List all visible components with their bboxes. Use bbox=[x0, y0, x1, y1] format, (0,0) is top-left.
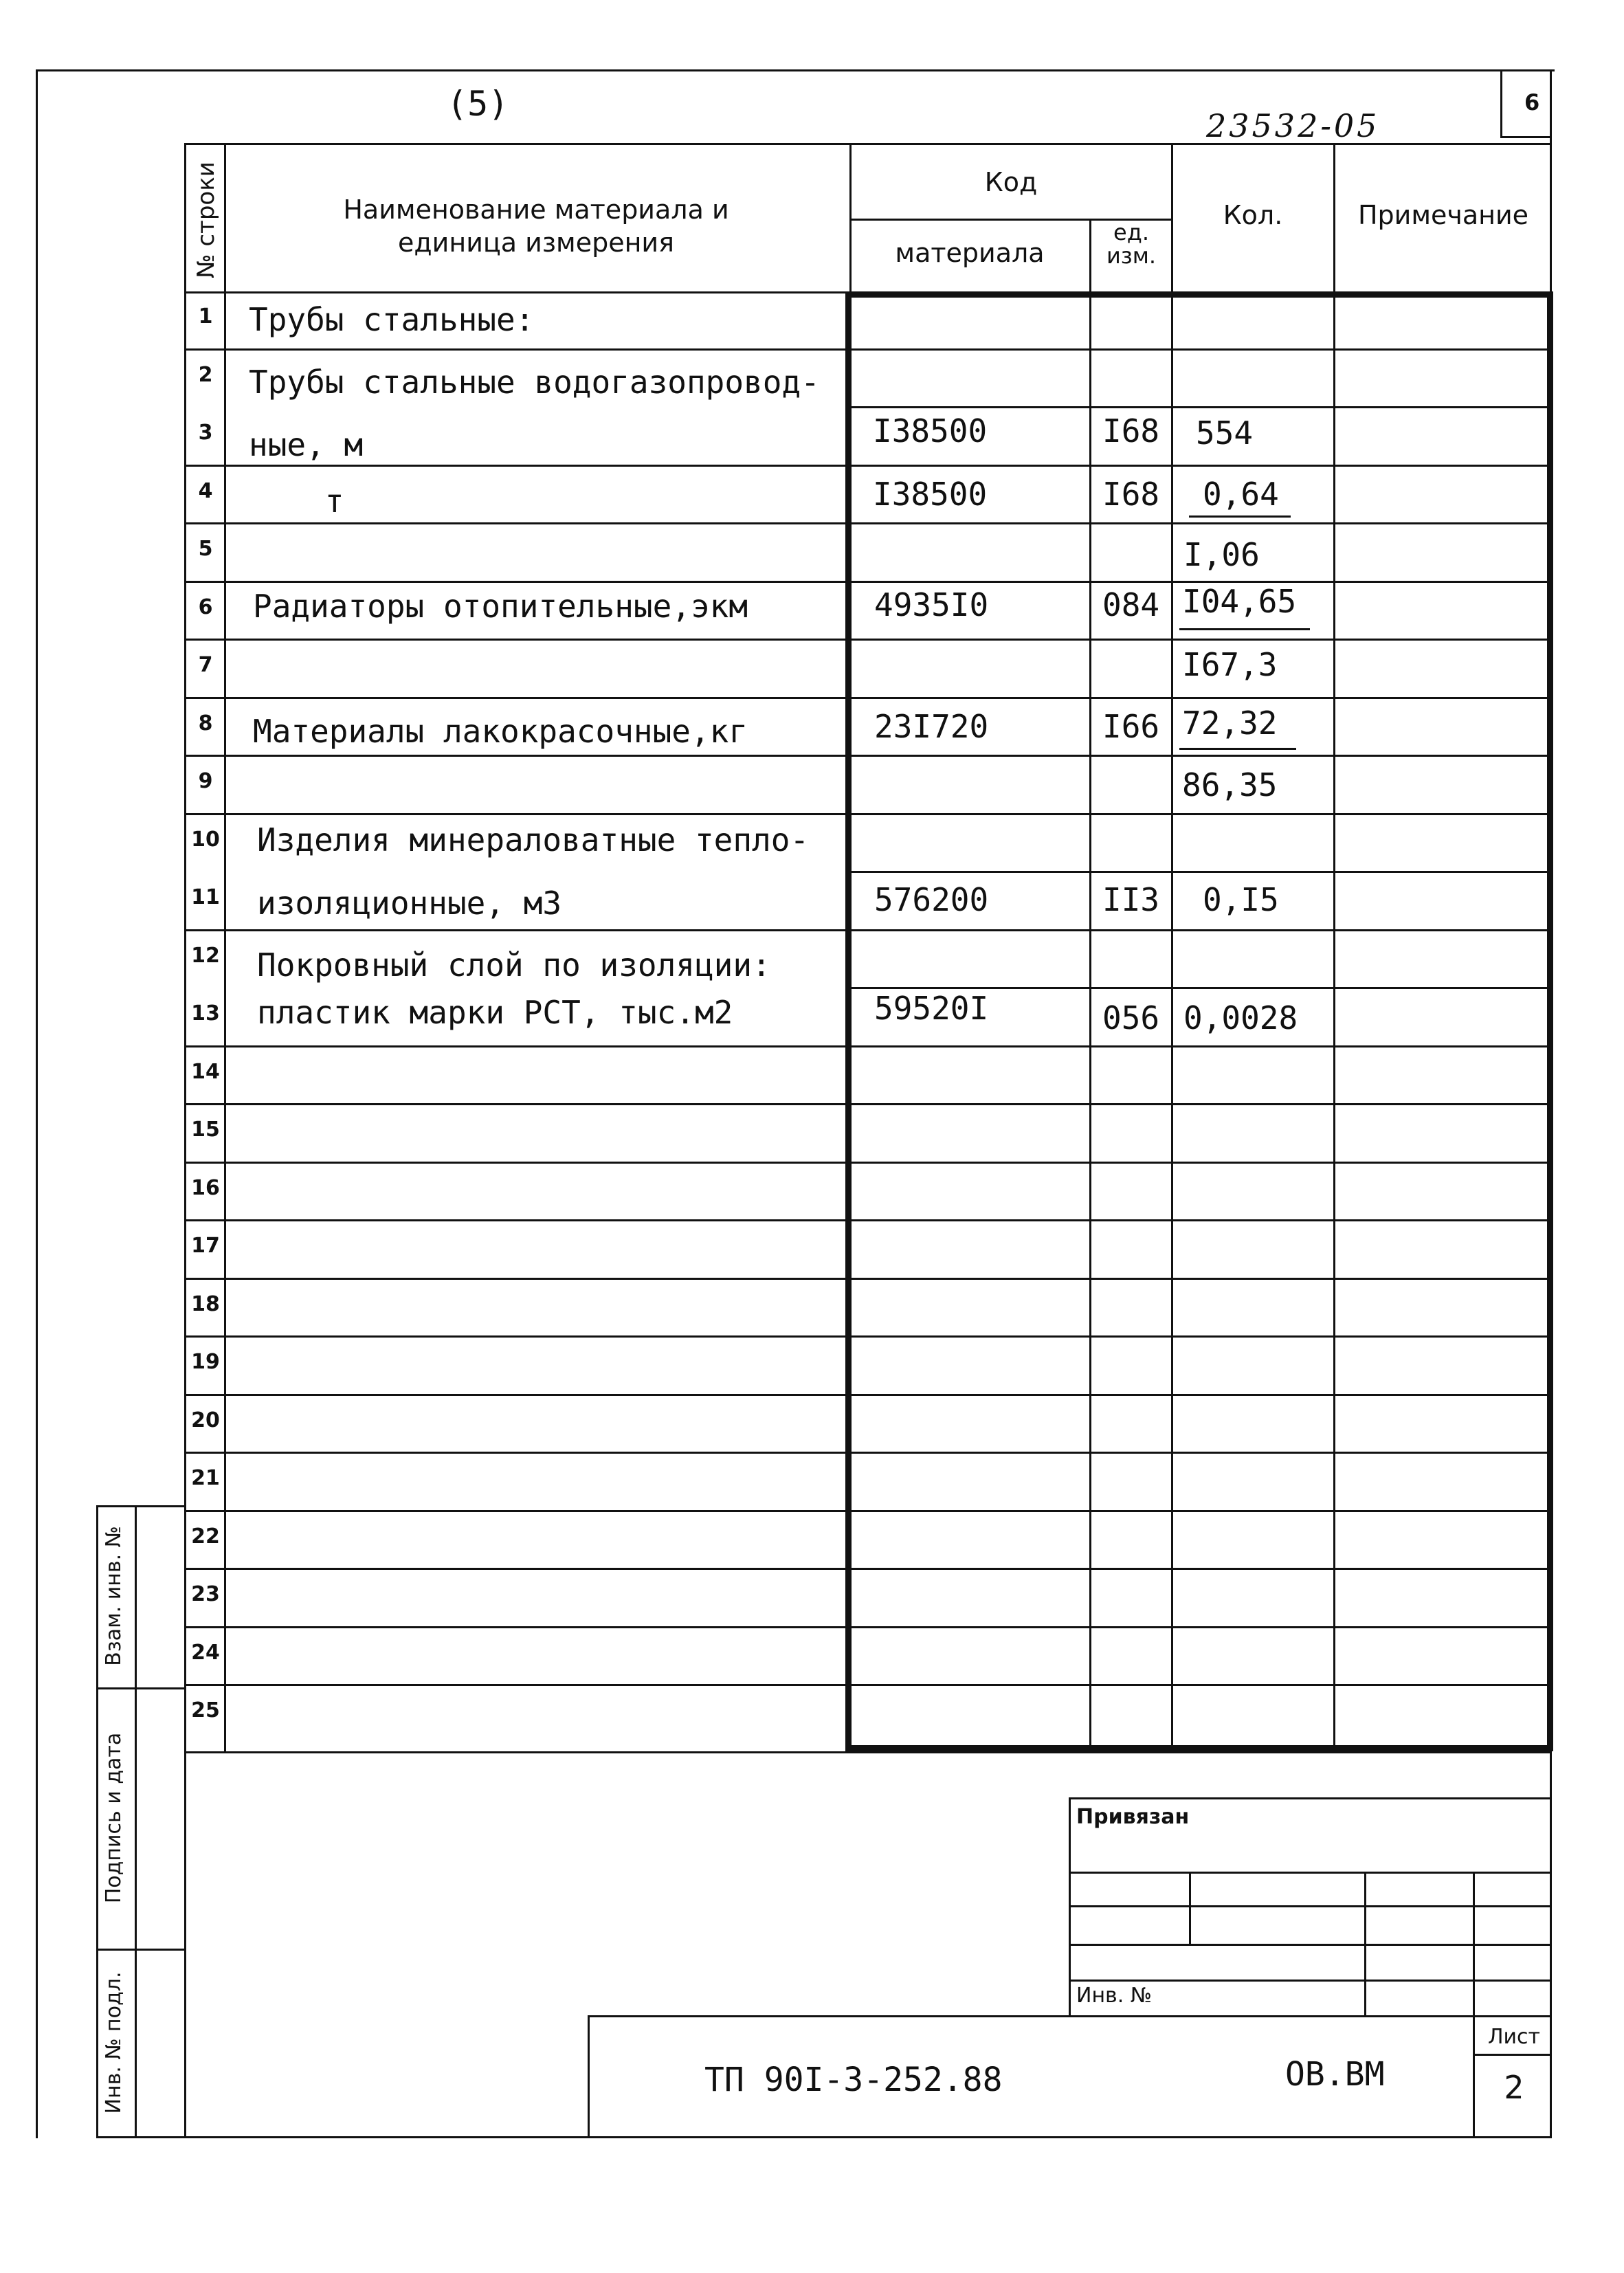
row-number: 12 bbox=[191, 944, 220, 968]
row-number: 17 bbox=[191, 1234, 220, 1258]
table-top-line bbox=[184, 143, 1552, 145]
row-name: пластик марки РСТ, тыс.м2 bbox=[257, 994, 733, 1031]
qty-fraction-line bbox=[1179, 628, 1310, 630]
row-material-code: 4935I0 bbox=[874, 586, 989, 623]
row-unit-code: I68 bbox=[1102, 412, 1160, 450]
corner-box-bottom bbox=[1500, 136, 1552, 138]
doc-code: 23532-05 bbox=[1206, 107, 1380, 144]
row-name: Изделия минераловатные тепло- bbox=[257, 821, 810, 858]
row-number: 21 bbox=[191, 1466, 220, 1490]
section-code: ОВ.ВМ bbox=[1285, 2055, 1385, 2094]
row-unit-code: I68 bbox=[1102, 476, 1160, 513]
privyazan-line bbox=[1069, 1905, 1552, 1907]
page-corner-number: 6 bbox=[1524, 89, 1540, 115]
side-stamp-podpis-data: Подпись и дата bbox=[102, 1732, 126, 1904]
privyazan-line bbox=[1069, 1944, 1552, 1946]
row-material-code: 59520I bbox=[874, 990, 989, 1027]
row-qty: 86,35 bbox=[1182, 766, 1278, 803]
row-number: 24 bbox=[191, 1641, 220, 1665]
row-number: 22 bbox=[191, 1524, 220, 1549]
row-number: 16 bbox=[191, 1176, 220, 1200]
row-number: 7 bbox=[198, 653, 213, 677]
inv-no-label: Инв. № bbox=[1076, 1984, 1153, 2008]
col-header-code-material: материала bbox=[895, 238, 1045, 268]
title-block-left-line bbox=[184, 1751, 186, 2138]
list-label: Лист bbox=[1487, 2025, 1541, 2049]
row-number: 8 bbox=[198, 711, 213, 735]
row-number: 1 bbox=[198, 304, 213, 329]
row-number: 9 bbox=[198, 769, 213, 793]
body-top-thick-line bbox=[845, 291, 1553, 298]
list-number: 2 bbox=[1504, 2069, 1524, 2106]
row-material-code: 23I720 bbox=[874, 708, 989, 745]
designation-left-line bbox=[588, 2015, 590, 2138]
privyazan-col-line bbox=[1473, 1872, 1475, 2017]
side-stamp-line bbox=[96, 1949, 184, 1951]
body-header-line-left bbox=[184, 291, 847, 293]
row-number: 18 bbox=[191, 1292, 220, 1316]
corner-box-left bbox=[1500, 69, 1502, 137]
side-stamp-inner-line bbox=[135, 1505, 137, 2138]
row-number: 13 bbox=[191, 1001, 220, 1025]
row-qty: I04,65 bbox=[1182, 583, 1297, 620]
row-unit-code: I66 bbox=[1102, 708, 1160, 745]
row-qty: I,06 bbox=[1183, 536, 1260, 573]
row-number: 14 bbox=[191, 1060, 220, 1084]
row-number: 3 bbox=[198, 421, 213, 445]
row-qty: 0,I5 bbox=[1203, 881, 1279, 918]
row-number: 4 bbox=[198, 479, 213, 503]
col-header-row-no: № строки bbox=[192, 162, 220, 278]
row-name: Покровный слой по изоляции: bbox=[257, 946, 771, 984]
sheet-marker: (5) bbox=[447, 84, 509, 124]
row-name: Материалы лакокрасочные,кг bbox=[253, 713, 748, 750]
row-unit-code: II3 bbox=[1102, 881, 1160, 918]
list-label-line bbox=[1473, 2054, 1552, 2056]
row-number: 2 bbox=[198, 363, 213, 387]
row-material-code: 576200 bbox=[874, 881, 989, 918]
row-number: 15 bbox=[191, 1118, 220, 1142]
row-name: ные, м bbox=[249, 426, 364, 463]
row-name: Радиаторы отопительные,экм bbox=[253, 588, 748, 625]
side-stamp-left-line bbox=[96, 1505, 98, 2138]
row-material-code: I38500 bbox=[873, 412, 988, 450]
col-header-code: Код bbox=[984, 167, 1038, 197]
designation-code: ТП 90I-3-252.88 bbox=[704, 2061, 1003, 2099]
qty-fraction-line bbox=[1179, 748, 1296, 750]
list-divider-line bbox=[1473, 2015, 1475, 2138]
frame-left-line bbox=[36, 69, 38, 2138]
body-bottom-thick-line bbox=[845, 1745, 1553, 1751]
privyazan-col-line bbox=[1364, 1872, 1366, 2017]
row-qty: I67,3 bbox=[1182, 646, 1278, 683]
body-left-thick-line bbox=[845, 291, 852, 1751]
col-header-code-unit: ед. изм. bbox=[1106, 219, 1157, 269]
row-name: Трубы стальные: bbox=[249, 301, 535, 338]
row-number: 20 bbox=[191, 1408, 220, 1432]
row-number: 10 bbox=[191, 828, 220, 852]
row-unit-code: 056 bbox=[1102, 999, 1160, 1036]
row-number: 19 bbox=[191, 1350, 220, 1374]
row-name: Трубы стальные водогазопровод- bbox=[249, 364, 820, 401]
col-header-qty: Кол. bbox=[1223, 200, 1283, 230]
side-stamp-line bbox=[96, 1687, 184, 1689]
privyazan-label: Привязан bbox=[1076, 1805, 1190, 1829]
row-qty: 72,32 bbox=[1182, 705, 1278, 742]
qty-fraction-line bbox=[1189, 515, 1291, 518]
row-number: 11 bbox=[191, 885, 220, 909]
row-number: 23 bbox=[191, 1582, 220, 1606]
row-material-code: I38500 bbox=[873, 476, 988, 513]
row-unit-code: 084 bbox=[1102, 586, 1160, 623]
frame-top-line bbox=[36, 69, 1555, 71]
privyazan-left-line bbox=[1069, 1797, 1071, 2017]
row-qty: 554 bbox=[1196, 414, 1254, 452]
privyazan-top-line bbox=[1069, 1797, 1552, 1799]
row-qty: 0,64 bbox=[1203, 476, 1279, 513]
body-col-qty bbox=[1171, 296, 1173, 1747]
row-name: т bbox=[249, 483, 344, 520]
privyazan-col-line bbox=[1189, 1872, 1191, 1944]
row-number: 6 bbox=[198, 595, 213, 619]
body-col-unit bbox=[1089, 296, 1091, 1747]
title-block-separator bbox=[184, 1751, 1552, 1753]
side-stamp-inv-podl: Инв. № подл. bbox=[102, 1971, 126, 2114]
side-stamp-bottom-line bbox=[96, 2136, 1552, 2138]
row-number: 25 bbox=[191, 1698, 220, 1722]
col-header-note: Примечание bbox=[1357, 200, 1529, 230]
col-header-name: Наименование материала и единица измерения bbox=[343, 195, 729, 258]
row-name: изоляционные, м3 bbox=[257, 885, 562, 922]
side-stamp-vzam-inv: Взам. инв. № bbox=[102, 1526, 126, 1666]
privyazan-line bbox=[1069, 1980, 1552, 1982]
body-right-thick-line bbox=[1547, 291, 1553, 1751]
body-col-note bbox=[1333, 296, 1335, 1747]
row-qty: 0,0028 bbox=[1183, 999, 1298, 1036]
privyazan-line bbox=[1069, 1872, 1552, 1874]
row-number: 5 bbox=[198, 537, 213, 561]
designation-top-line bbox=[588, 2015, 1552, 2017]
